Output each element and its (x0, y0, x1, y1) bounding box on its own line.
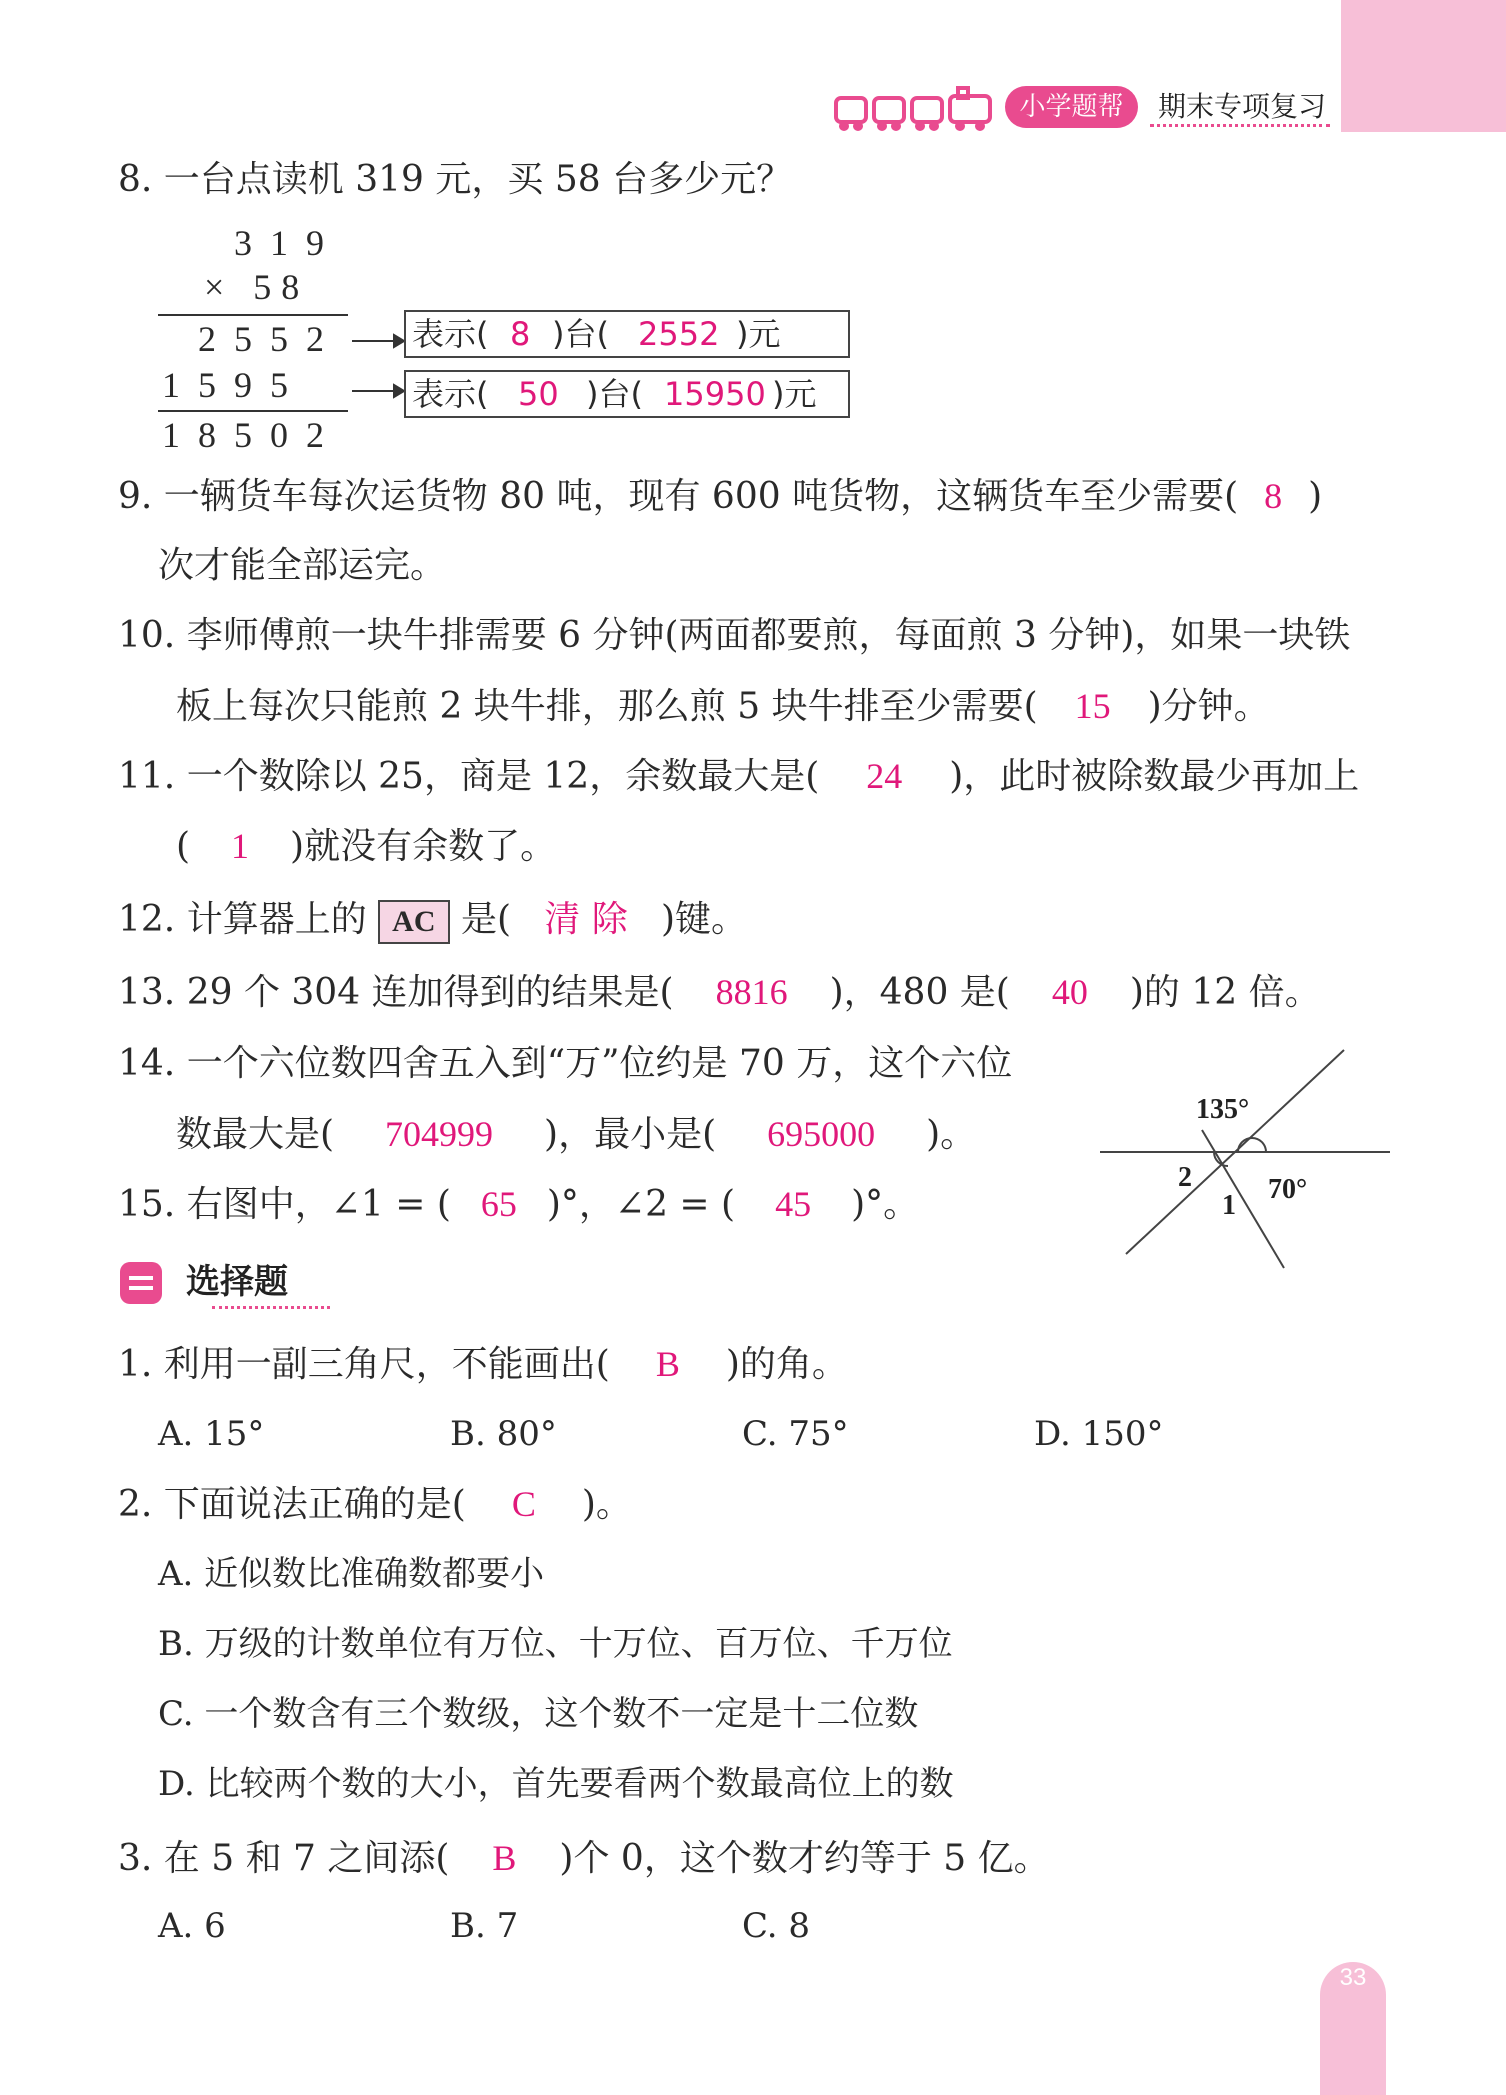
q9-line-2: 次才能全部运完。 (158, 545, 447, 586)
q15-pre: 15. 右图中，∠1 = ( (118, 1184, 451, 1225)
q11-pre: 11. 一个数除以 25，商是 12，余数最大是( (118, 756, 820, 797)
q8-multiplicand: 319 (234, 223, 342, 263)
q10-line-2 (176, 684, 1270, 729)
header-corner-tab (1341, 0, 1506, 132)
c1-line (118, 1342, 848, 1387)
q15-post: )°。 (851, 1184, 920, 1225)
q12-line (118, 898, 747, 944)
c2-pre: 2. 下面说法正确的是( (118, 1484, 466, 1525)
q10-pre: 板上每次只能煎 2 块牛排，那么煎 5 块牛排至少需要( (176, 686, 1038, 727)
q8-box1-pre: 表示( (412, 315, 489, 353)
q8-rule-1 (158, 314, 348, 316)
q9-post: ) (1308, 476, 1323, 517)
q8-rule-2 (158, 410, 348, 412)
c2-option-c: C. 一个数含有三个数级，这个数不一定是十二位数 (158, 1694, 919, 1734)
c1-option-d: D. 150° (1034, 1414, 1164, 1454)
c3-option-c: C. 8 (742, 1906, 811, 1946)
q14-line-1: 14. 一个六位数四舍五入到“万”位约是 70 万，这个六位 (118, 1043, 1013, 1084)
c1-post: )的角。 (725, 1344, 848, 1385)
q9-line-1 (118, 474, 1322, 519)
q13-line (118, 970, 1321, 1015)
q8-box1-post: )元 (736, 315, 781, 353)
q8-box1-answer-2: 2552 (638, 315, 720, 353)
q11-post2: )就没有余数了。 (290, 826, 557, 867)
c1-option-b: B. 80° (450, 1414, 557, 1454)
q8-partial-2: 1595 (162, 365, 306, 405)
page-number: 33 (1339, 1964, 1367, 1991)
c2-option-d: D. 比较两个数的大小，首先要看两个数最高位上的数 (158, 1764, 954, 1804)
header-title: 期末专项复习 (1158, 90, 1327, 123)
q9-answer: 8 (1264, 476, 1283, 516)
q10-line-1: 10. 李师傅煎一块牛排需要 6 分钟(两面都要煎，每面煎 3 分钟)，如果一块铁 (118, 615, 1351, 656)
q8-multiplier: × 58 (204, 267, 310, 307)
train-icon (832, 86, 1000, 134)
q14-answer-2: 695000 (767, 1114, 876, 1154)
c1-pre: 1. 利用一副三角尺，不能画出( (118, 1344, 610, 1385)
c3-pre: 3. 在 5 和 7 之间添( (118, 1838, 450, 1879)
c3-answer: B (492, 1838, 517, 1878)
q13-answer-1: 8816 (715, 972, 788, 1012)
q8-box2-answer-1: 50 (518, 375, 559, 413)
q13-pre: 13. 29 个 304 连加得到的结果是( (118, 972, 674, 1013)
q11-pre2: ( (176, 826, 191, 867)
q8-box2-answer-2: 15950 (664, 375, 766, 413)
c2-option-b: B. 万级的计数单位有万位、十万位、百万位、千万位 (158, 1624, 953, 1664)
q8-box1-mid: )台( (552, 315, 609, 353)
q8-box-1 (404, 310, 850, 358)
q11-answer-1: 24 (866, 756, 903, 796)
q8-box2-pre: 表示( (412, 375, 489, 413)
angle-figure (1090, 1040, 1402, 1280)
section-number-icon (120, 1262, 162, 1304)
q13-answer-2: 40 (1051, 972, 1088, 1012)
c3-post: )个 0，这个数才约等于 5 亿。 (559, 1838, 1050, 1879)
ac-key-icon: AC (378, 900, 449, 944)
q8-box2-mid: )台( (586, 375, 643, 413)
c3-option-b: B. 7 (450, 1906, 519, 1946)
q9-pre: 9. 一辆货车每次运货物 80 吨，现有 600 吨货物，这辆货车至少需要( (118, 476, 1239, 517)
q11-mid: )，此时被除数最少再加上 (949, 756, 1360, 797)
q8-box-2 (404, 370, 850, 418)
c3-option-a: A. 6 (158, 1906, 226, 1946)
c2-post: )。 (581, 1484, 632, 1525)
c2-option-a: A. 近似数比准确数都要小 (158, 1554, 545, 1594)
q14-answer-1: 704999 (385, 1114, 494, 1154)
header-dotted-underline (1150, 124, 1330, 127)
q14-mid: )，最小是( (544, 1114, 717, 1155)
q15-line (118, 1182, 919, 1227)
c1-answer: B (655, 1344, 680, 1384)
q8-partial-1: 2552 (198, 319, 342, 359)
q14-post: )。 (926, 1114, 977, 1155)
angle-2-label: 2 (1178, 1162, 1192, 1193)
angle-70-label: 70° (1268, 1174, 1308, 1205)
q15-answer-2: 45 (775, 1184, 812, 1224)
c3-line (118, 1836, 1050, 1881)
q12-post: )键。 (661, 899, 748, 940)
c2-answer: C (511, 1484, 536, 1524)
q8-text: 8. 一台点读机 319 元，买 58 台多少元？ (118, 159, 793, 200)
c1-option-c: C. 75° (742, 1414, 849, 1454)
q8-result: 18502 (162, 415, 342, 455)
c2-line (118, 1482, 632, 1527)
q11-line-1 (118, 754, 1359, 799)
q14-line-2 (176, 1112, 976, 1157)
q15-answer-1: 65 (480, 1184, 517, 1224)
angle-135-label: 135° (1196, 1094, 1250, 1125)
q12-answer: 清 除 (544, 899, 628, 940)
angle-1-label: 1 (1222, 1190, 1236, 1221)
q11-answer-2: 1 (231, 826, 250, 866)
q14-pre: 数最大是( (176, 1114, 335, 1155)
q8-box1-answer-1: 8 (510, 315, 531, 353)
q15-mid: )°，∠2 = ( (546, 1184, 736, 1225)
c1-option-a: A. 15° (158, 1414, 265, 1454)
q8-arrows (350, 325, 406, 405)
q10-answer: 15 (1074, 686, 1111, 726)
section-dotted-underline (212, 1306, 330, 1309)
q12-pre: 12. 计算器上的 (118, 899, 367, 940)
q11-line-2 (176, 824, 556, 869)
header-badge: 小学题帮 (1005, 86, 1138, 128)
q13-mid: )，480 是( (829, 972, 1010, 1013)
q10-post: )分钟。 (1147, 686, 1270, 727)
q12-mid: 是( (460, 899, 511, 940)
section-title: 选择题 (186, 1262, 288, 1302)
q8-box2-post: )元 (772, 375, 817, 413)
q13-post: )的 12 倍。 (1129, 972, 1321, 1013)
